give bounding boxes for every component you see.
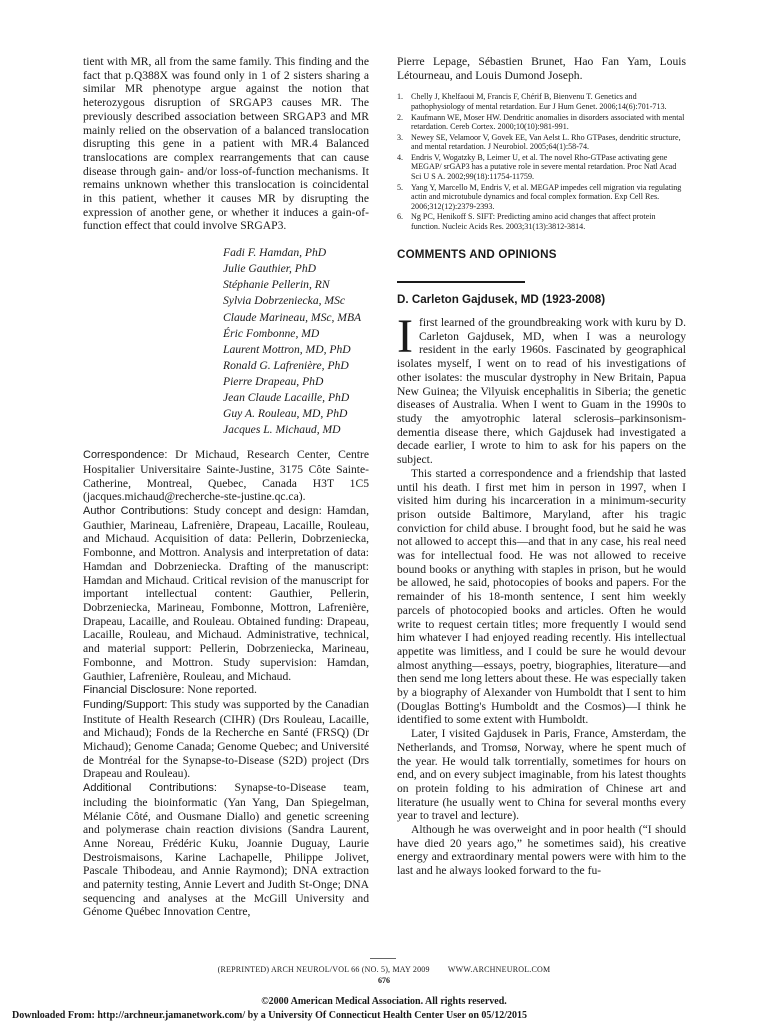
author-name: Pierre Drapeau, PhD [223, 374, 324, 388]
body-paragraph: tient with MR, all from the same family. This finding and the fact that p.Q388X was found only in 1 of 2 sisters sharing a similar MR phenotype argue against the notion that heterozygous disruption of SRGAP3 causes MR. The previously described association between SRGAP3 and MR mainly relied on the observation of a balanced translocation disrupting this gene in a patient with MR.4 Balanced translocations are complex rearrangements that can cause disease through gain- and/or loss-of-function mechanisms. It remains unknown whether this translocation is coincidental in this patient, whether it causes MR by disrupting the expression of another gene, or whether it induces a gain-of-function effect that could involve SRGAP3. [83, 55, 369, 233]
right-column [397, 55, 686, 878]
author-name: Jean Claude Lacaille, PhD [223, 390, 350, 404]
reference-list [397, 92, 686, 232]
author-contributions [83, 504, 369, 683]
reference-item: 4. Endris V, Wogatzky B, Leimer U, et al. The novel Rho-GTPase activating gene MEGAP/ srGAP3 has a putative role in severe mental retardation. Proc Natl Acad Sci U S A. 2002;99(18):11754-11759. [397, 152, 677, 182]
page-number: 676 [378, 976, 390, 985]
journal-website: WWW.ARCHNEUROL.COM [447, 965, 551, 974]
additional-text: Synapse-to-Disease team, including the bioinformatic (Yan Yang, Dan Spiegelman, Mélanie Côté, and Ousmane Diallo) and genetic screening and polymerase chain reaction divisions (Sandra Laurent, Anne Noreau, Frédéric Kuku, Joannie Duguay, Laurie Destroismaisons, Karine Lachapelle, Philippe Jolivet, Pascale Thibodeau, and Annie Raymond); DNA extraction and paternity testing, Annie Levert and Judith St-Onge; DNA sequencing and analyses at the McGill University and Génome Québec Innovation Centre, [83, 781, 369, 919]
author-name: Sylvia Dobrzeniecka, MSc [223, 294, 346, 308]
article-title: D. Carleton Gajdusek, MD (1923-2008) [397, 293, 606, 307]
reference-item: 2. Kaufmann WE, Moser HW. Dendritic anomalies in disorders associated with mental retardation. Cereb Cortex. 2000;10(10):981-991. [397, 112, 685, 132]
reference-item: 5. Yang Y, Marcello M, Endris V, et al. MEGAP impedes cell migration via regulating actin and microtubule dynamics and focal complex formation. Exp Cell Res. 2006;312(12):2379-2393. [397, 182, 682, 212]
author-name: Guy A. Rouleau, MD, PhD [223, 407, 348, 421]
contributions-text: Study concept and design: Hamdan, Gauthier, Marineau, Lafrenière, Drapeau, Lacaille, Rouleau, and Michaud. Acquisition of data: Pellerin, Dobrzeniecka, Fombonne, and Mottron. Analysis and interpretation of data: Hamdan and Dobrzeniecka. Drafting of the manuscript: Hamdan and Michaud. Critical revision of the manuscript for important intellectual content: Gauthier, Pellerin, Dobrzeniecka, Marineau, Fombonne, Mottron, Lafrenière, Drapeau, Lacaille, and Rouleau. Obtained funding: Drapeau, Lacaille, Rouleau, and Michaud. Administrative, technical, and material support: Pellerin, Dobrzeniecka, Marineau, Fombonne, and Mottron. Study supervision: Hamdan, Gauthier, Lafrenière, Rouleau, and Michaud. [83, 504, 370, 683]
funding-text: This study was supported by the Canadian Institute of Health Research (CIHR) (Drs Rouleau, Lacaille, and Michaud); Fonds de la Recherche en Santé (FRSQ) (Dr Michaud); Genome Canada; Genome Quebec; and Université de Montréal for the Synapse-to-Disease (S2D) project (Drs Drapeau and Rouleau). [83, 697, 369, 781]
journal-footer [0, 965, 768, 974]
reference-item: 1. Chelly J, Khelfaoui M, Francis F, Chérif B, Bienvenu T. Genetics and pathophysiology of mental retardation. Eur J Hum Genet. 2006;14(6):701-713. [397, 92, 667, 112]
author-signatures [223, 245, 369, 438]
financial-disclosure [83, 683, 369, 698]
disclosure-text: None reported. [187, 683, 257, 697]
section-heading: COMMENTS AND OPINIONS [397, 248, 557, 262]
author-name: Julie Gauthier, PhD [223, 262, 317, 276]
section-rule [397, 281, 525, 283]
author-name: Éric Fombonne, MD [223, 326, 320, 340]
article-paragraph: Although he was overweight and in poor health (“I should have died 20 years ago,” he sometimes said), his creative energy and extraordinary mental powers were with him to the last and he always looked forward to the fu- [397, 823, 686, 878]
author-name: Jacques L. Michaud, MD [223, 423, 341, 437]
article-paragraph: Later, I visited Gajdusek in Paris, France, Amsterdam, the Netherlands, and Tromsø, Norway, where he spent much of the year. He would talk torrentially, sometimes for hours on end, and on every subject imaginable, from his latest thoughts on protein folding to his admiration of Chinese art and literature (he usually went to China for several months every year to travel and lecture). [397, 727, 686, 823]
footer-divider [370, 958, 396, 959]
left-column [83, 55, 369, 919]
copyright-notice: ©2000 American Medical Association. All rights reserved. [261, 996, 507, 1007]
acknowledgment-continuation: Pierre Lepage, Sébastien Brunet, Hao Fan Yam, Louis Létourneau, and Louis Dumond Joseph. [397, 55, 686, 82]
article-paragraph: This started a correspondence and a friendship that lasted until his death. I first met him in person in 1997, when I visited him during his incarceration in a minimum-security prison outside Baltimore, Maryland, after his tragic conviction for child abuse. I brought food, but he said he was not allowed to accept this—and that in any case, his real need was for intellectual food. He was not allowed to receive bound books or anything with staples in prison, but he would be allowed, he said, photocopies of books and papers. For the remainder of his 18-month sentence, I sent him weekly parcels of photocopied books and articles. Often he would write to request certain titles; more frequently I would send him whatever I had enjoyed reading recently. His intellectual appetite was limitless, and I could be sure he would devour almost anything—essays, poetry, biographies, literature—and then send me long letters about these. He was especially taken by a biography of Alexander von Humboldt that I sent to him (Douglas Botting's Humboldt and the Cosmos)—I think he identified to some extent with Humboldt. [397, 466, 686, 727]
funding-support [83, 698, 369, 781]
author-name: Ronald G. Lafrenière, PhD [223, 358, 349, 372]
author-name: Laurent Mottron, MD, PhD [223, 342, 351, 356]
download-notice: Downloaded From: http://archneur.jamanetwork.com/ by a University Of Connecticut Health Center User on 05/12/2015 [12, 1010, 527, 1021]
article-paragraph-text: first learned of the groundbreaking work with kuru by D. Carleton Gajdusek, MD, when I was a neurology resident in the early 1960s. Fascinated by geographical isolates myself, I went on to read of his investigations of other isolates: the muscular dystrophy in New Britain, Papua New Guinea; the Vilyuisk encephalitis in Siberia; the genetic diseases of Australia. When I went to Guam in the 1990s to study the amyotrophic lateral sclerosis–parkinsonism-dementia disease there, which Gajdusek had investigated a decade earlier, I wrote to him to ask for his papers on the subject. [397, 316, 686, 467]
additional-contributions [83, 781, 369, 919]
author-name: Fadi F. Hamdan, PhD [223, 246, 327, 260]
funding-label: Funding/Support: [83, 698, 168, 711]
journal-citation: (REPRINTED) ARCH NEUROL/VOL 66 (NO. 5), MAY 2009 [217, 965, 430, 974]
disclosure-label: Financial Disclosure: [83, 684, 185, 697]
drop-cap: I [397, 310, 413, 364]
reference-item: 3. Newey SE, Velamoor V, Govek EE, Van Aelst L. Rho GTPases, dendritic structure, and mental retardation. J Neurobiol. 2005;64(1):58-74. [397, 132, 681, 152]
additional-label: Additional Contributions: [83, 782, 217, 795]
author-name: Stéphanie Pellerin, RN [223, 278, 330, 292]
reference-item: 6. Ng PC, Henikoff S. SIFT: Predicting amino acid changes that affect protein function. Nucleic Acids Res. 2003;31(13):3812-3814. [397, 212, 656, 232]
article-paragraph [397, 310, 686, 467]
correspondence-label: Correspondence: [83, 449, 168, 462]
author-name: Claude Marineau, MSc, MBA [223, 310, 362, 324]
correspondence-text: Dr Michaud, Research Center, Centre Hospitalier Universitaire Sainte-Justine, 3175 Côte Sainte-Catherine, Montreal, Quebec, Canada H3T 1C5 (jacques.michaud@recherche-ste-justine.qc.ca). [83, 448, 369, 504]
contributions-label: Author Contributions: [83, 505, 189, 518]
correspondence [83, 448, 369, 504]
